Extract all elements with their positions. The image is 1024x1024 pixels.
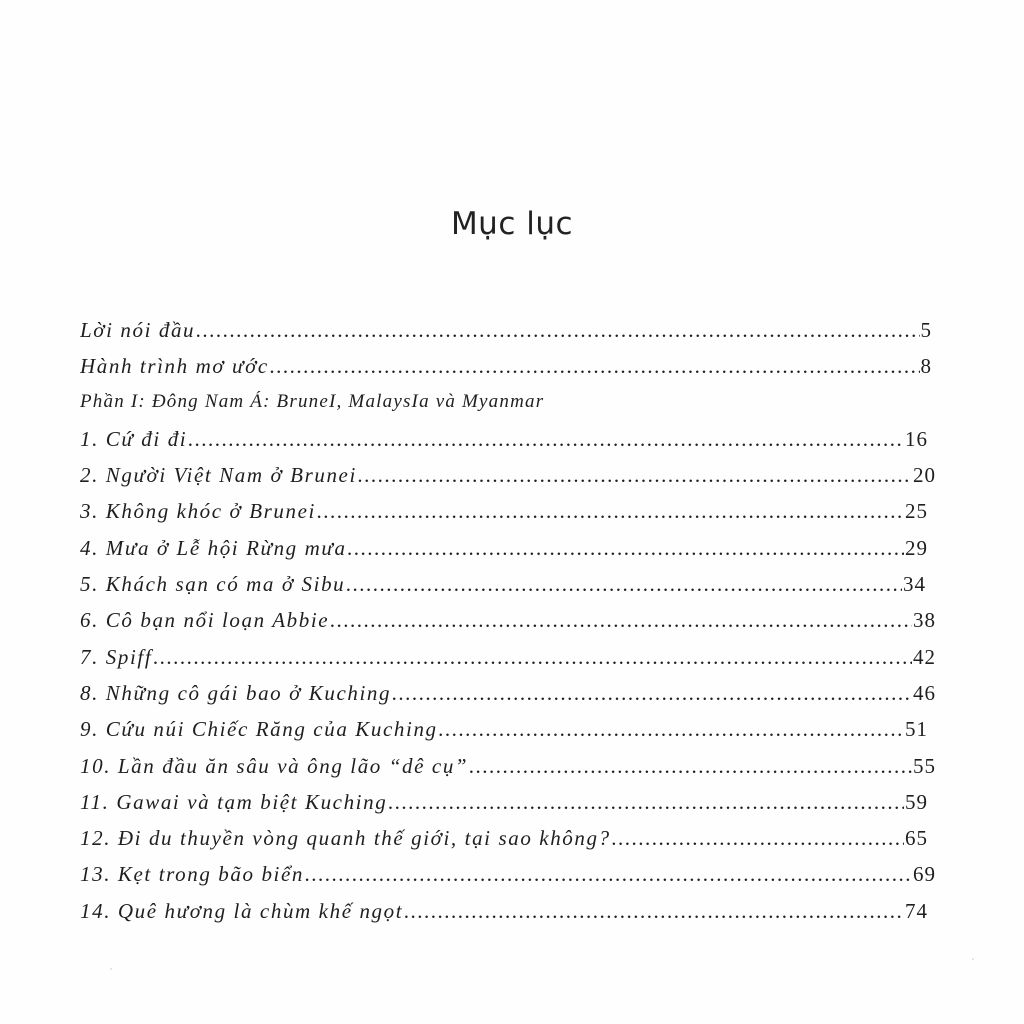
toc-entry (80, 645, 936, 681)
toc-leader-dots (612, 826, 904, 851)
toc-entry-page: 5 (920, 318, 932, 342)
toc-entry (80, 536, 928, 572)
toc-entry-label: 4. Mưa ở Lễ hội Rừng mưa (80, 535, 347, 560)
toc-leader-dots (404, 899, 904, 924)
toc-leader-dots (392, 681, 912, 706)
toc-entry-label: 6. Cô bạn nổi loạn Abbie (80, 608, 330, 633)
toc-leader-dots (388, 790, 904, 815)
toc-leader-dots (330, 608, 912, 633)
toc-entry (80, 681, 936, 717)
toc-entry (80, 572, 926, 608)
toc-leader-dots (188, 427, 904, 452)
toc-entry-page: 8 (920, 354, 932, 379)
toc-entry-label: 2. Người Việt Nam ở Brunei (80, 463, 357, 488)
toc-entry-label: 5. Khách sạn có ma ở Sibu (80, 572, 346, 597)
part-heading-label: Phần I: Đông Nam Á: BruneI, MalaysIa và Myanmar (80, 390, 545, 412)
toc-entry-label: Hành trình mơ ước (80, 354, 269, 379)
table-of-contents (80, 318, 936, 935)
toc-leader-dots (358, 463, 912, 488)
page-title: Mục lục (450, 206, 574, 242)
toc-entry (80, 318, 932, 354)
toc-entry-label: 7. Spiff (80, 644, 153, 669)
toc-entry-page: 46 (913, 680, 936, 705)
toc-entry-label: 9. Cứu núi Chiếc Răng của Kuching (80, 717, 438, 742)
toc-entry-page: 69 (913, 862, 936, 887)
toc-leader-dots (348, 536, 904, 561)
toc-entry (80, 717, 928, 753)
toc-entry (80, 427, 928, 463)
toc-entry-page: 55 (913, 753, 936, 778)
toc-entry (80, 899, 928, 935)
toc-entry-page: 34 (903, 572, 926, 597)
toc-entry-page: 65 (905, 826, 928, 851)
toc-leader-dots (317, 499, 904, 524)
toc-entry-page: 74 (905, 898, 928, 923)
toc-entry-page: 16 (905, 426, 928, 451)
toc-entry-label: 1. Cứ đi đi (80, 426, 188, 451)
toc-entry (80, 826, 928, 862)
toc-entry-page: 51 (905, 717, 928, 742)
toc-leader-dots (305, 862, 912, 887)
scan-speck (972, 958, 974, 960)
toc-entry (80, 463, 936, 499)
toc-entry-page: 42 (913, 644, 936, 669)
toc-entry-label: 10. Lần đầu ăn sâu và ông lão “dê cụ” (80, 753, 469, 778)
toc-entry-label: 13. Kẹt trong bão biển (80, 862, 304, 887)
toc-entry (80, 499, 928, 535)
toc-entry-page: 38 (913, 608, 936, 633)
toc-entry-page: 29 (905, 535, 928, 560)
toc-leader-dots (346, 572, 902, 597)
toc-entry (80, 862, 936, 898)
toc-entry-label: 12. Đi du thuyền vòng quanh thế giới, tại sao không? (80, 826, 611, 851)
toc-entry-label: 11. Gawai và tạm biệt Kuching (80, 789, 388, 814)
toc-leader-dots (469, 754, 912, 779)
toc-entry-label: 14. Quê hương là chùm khế ngọt (80, 898, 404, 923)
toc-entry-label: 8. Những cô gái bao ở Kuching (80, 680, 392, 705)
toc-entry-page: 20 (913, 463, 936, 488)
toc-entry-page: 59 (905, 789, 928, 814)
scan-speck (110, 968, 112, 970)
toc-leader-dots (270, 354, 920, 379)
toc-leader-dots (196, 318, 919, 343)
toc-entry-label: 3. Không khóc ở Brunei (80, 499, 316, 524)
toc-entry (80, 754, 936, 790)
toc-entry-page: 25 (905, 499, 928, 524)
toc-entry (80, 354, 932, 390)
toc-entry (80, 608, 936, 644)
toc-part-heading (80, 391, 936, 427)
toc-entry-label: Lời nói đầu (80, 318, 196, 342)
toc-leader-dots (153, 645, 912, 670)
toc-leader-dots (439, 717, 904, 742)
toc-entry (80, 790, 928, 826)
